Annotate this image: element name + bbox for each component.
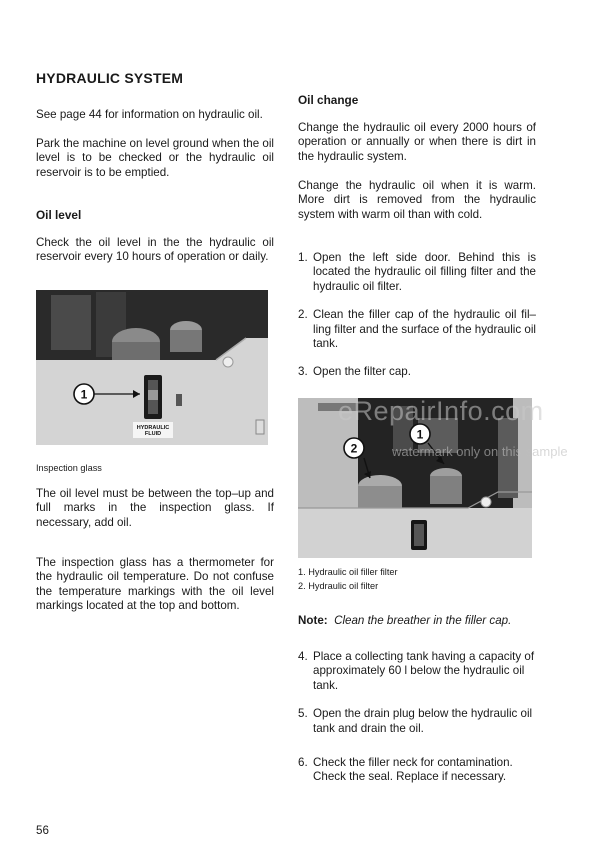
- list-item: 6. Check the filler neck for contamination. Check the seal. Replace if necessary.: [298, 756, 513, 784]
- steps-list-b: [298, 650, 536, 785]
- oil-change-heading: Oil change: [298, 93, 359, 107]
- photo-label-line1: HYDRAULIC: [136, 425, 170, 431]
- photo-label-line2: FLUID: [144, 431, 162, 437]
- list-item: 5. Open the drain plug below the hydraulic oil tank and drain the oil.: [298, 707, 533, 735]
- watermark: eRepairInfo.com: [338, 396, 544, 426]
- inspection-glass-photo: [36, 290, 268, 445]
- change-warm-paragraph: Change the hydraulic oil when it is warm. More dirt is removed from the hydraulic system with warm oil than with cold.: [298, 179, 536, 221]
- photo-callout-1: 1: [80, 387, 88, 402]
- inspection-glass-illustration: [36, 290, 268, 445]
- filter-callout-1: 1: [416, 427, 424, 442]
- list-item: 4. Place a collecting tank having a capacity of approximately 60 l below the hydraulic oil tank.: [298, 650, 535, 692]
- change-interval-paragraph: Change the hydraulic oil every 2000 hours of operation or annually or when there is dirt in the hydraulic system.: [298, 121, 536, 163]
- filter-caption-1: 1. Hydraulic oil filler filter: [298, 567, 398, 577]
- filter-callout-2: 2: [350, 441, 358, 456]
- oil-level-heading: Oil level: [36, 208, 82, 222]
- park-paragraph: Park the machine on level ground when the oil level is to be checked or the hydraulic oil reservoir is to be emptied.: [36, 137, 274, 179]
- oil-between-marks-paragraph: The oil level must be between the top–up and full marks in the inspection glass. If necessary, add oil.: [36, 487, 274, 529]
- steps-list-a: [298, 251, 536, 380]
- filter-caption-2: 2. Hydraulic oil filter: [298, 581, 379, 591]
- check-paragraph: Check the oil level in the the hydraulic oil reservoir every 10 hours of operation or daily.: [36, 236, 274, 264]
- inspection-glass-caption: Inspection glass: [36, 463, 102, 473]
- list-item: 3. Open the filter cap.: [298, 365, 411, 379]
- page-title: HYDRAULIC SYSTEM: [36, 70, 184, 86]
- intro-paragraph: See page 44 for information on hydraulic oil.: [36, 108, 263, 121]
- note-label: Note:: [298, 614, 328, 627]
- note-text: Clean the breather in the filler cap.: [334, 614, 512, 627]
- page-number: 56: [36, 824, 49, 837]
- list-item: 1. Open the left side door. Behind this is located the hydraulic oil filling filter and the hydraulic oil filter.: [298, 251, 536, 293]
- list-item: 2. Clean the filler cap of the hydraulic oil fil–ling filter and the surface of the hydraulic oil tank.: [298, 308, 536, 351]
- watermark-sub: watermark only on this sample: [392, 444, 568, 459]
- note: [298, 614, 548, 628]
- thermometer-paragraph: The inspection glass has a thermometer for the hydraulic oil temperature. Do not confuse the temperature markings with the oil level markings located at the top and bottom.: [36, 556, 274, 613]
